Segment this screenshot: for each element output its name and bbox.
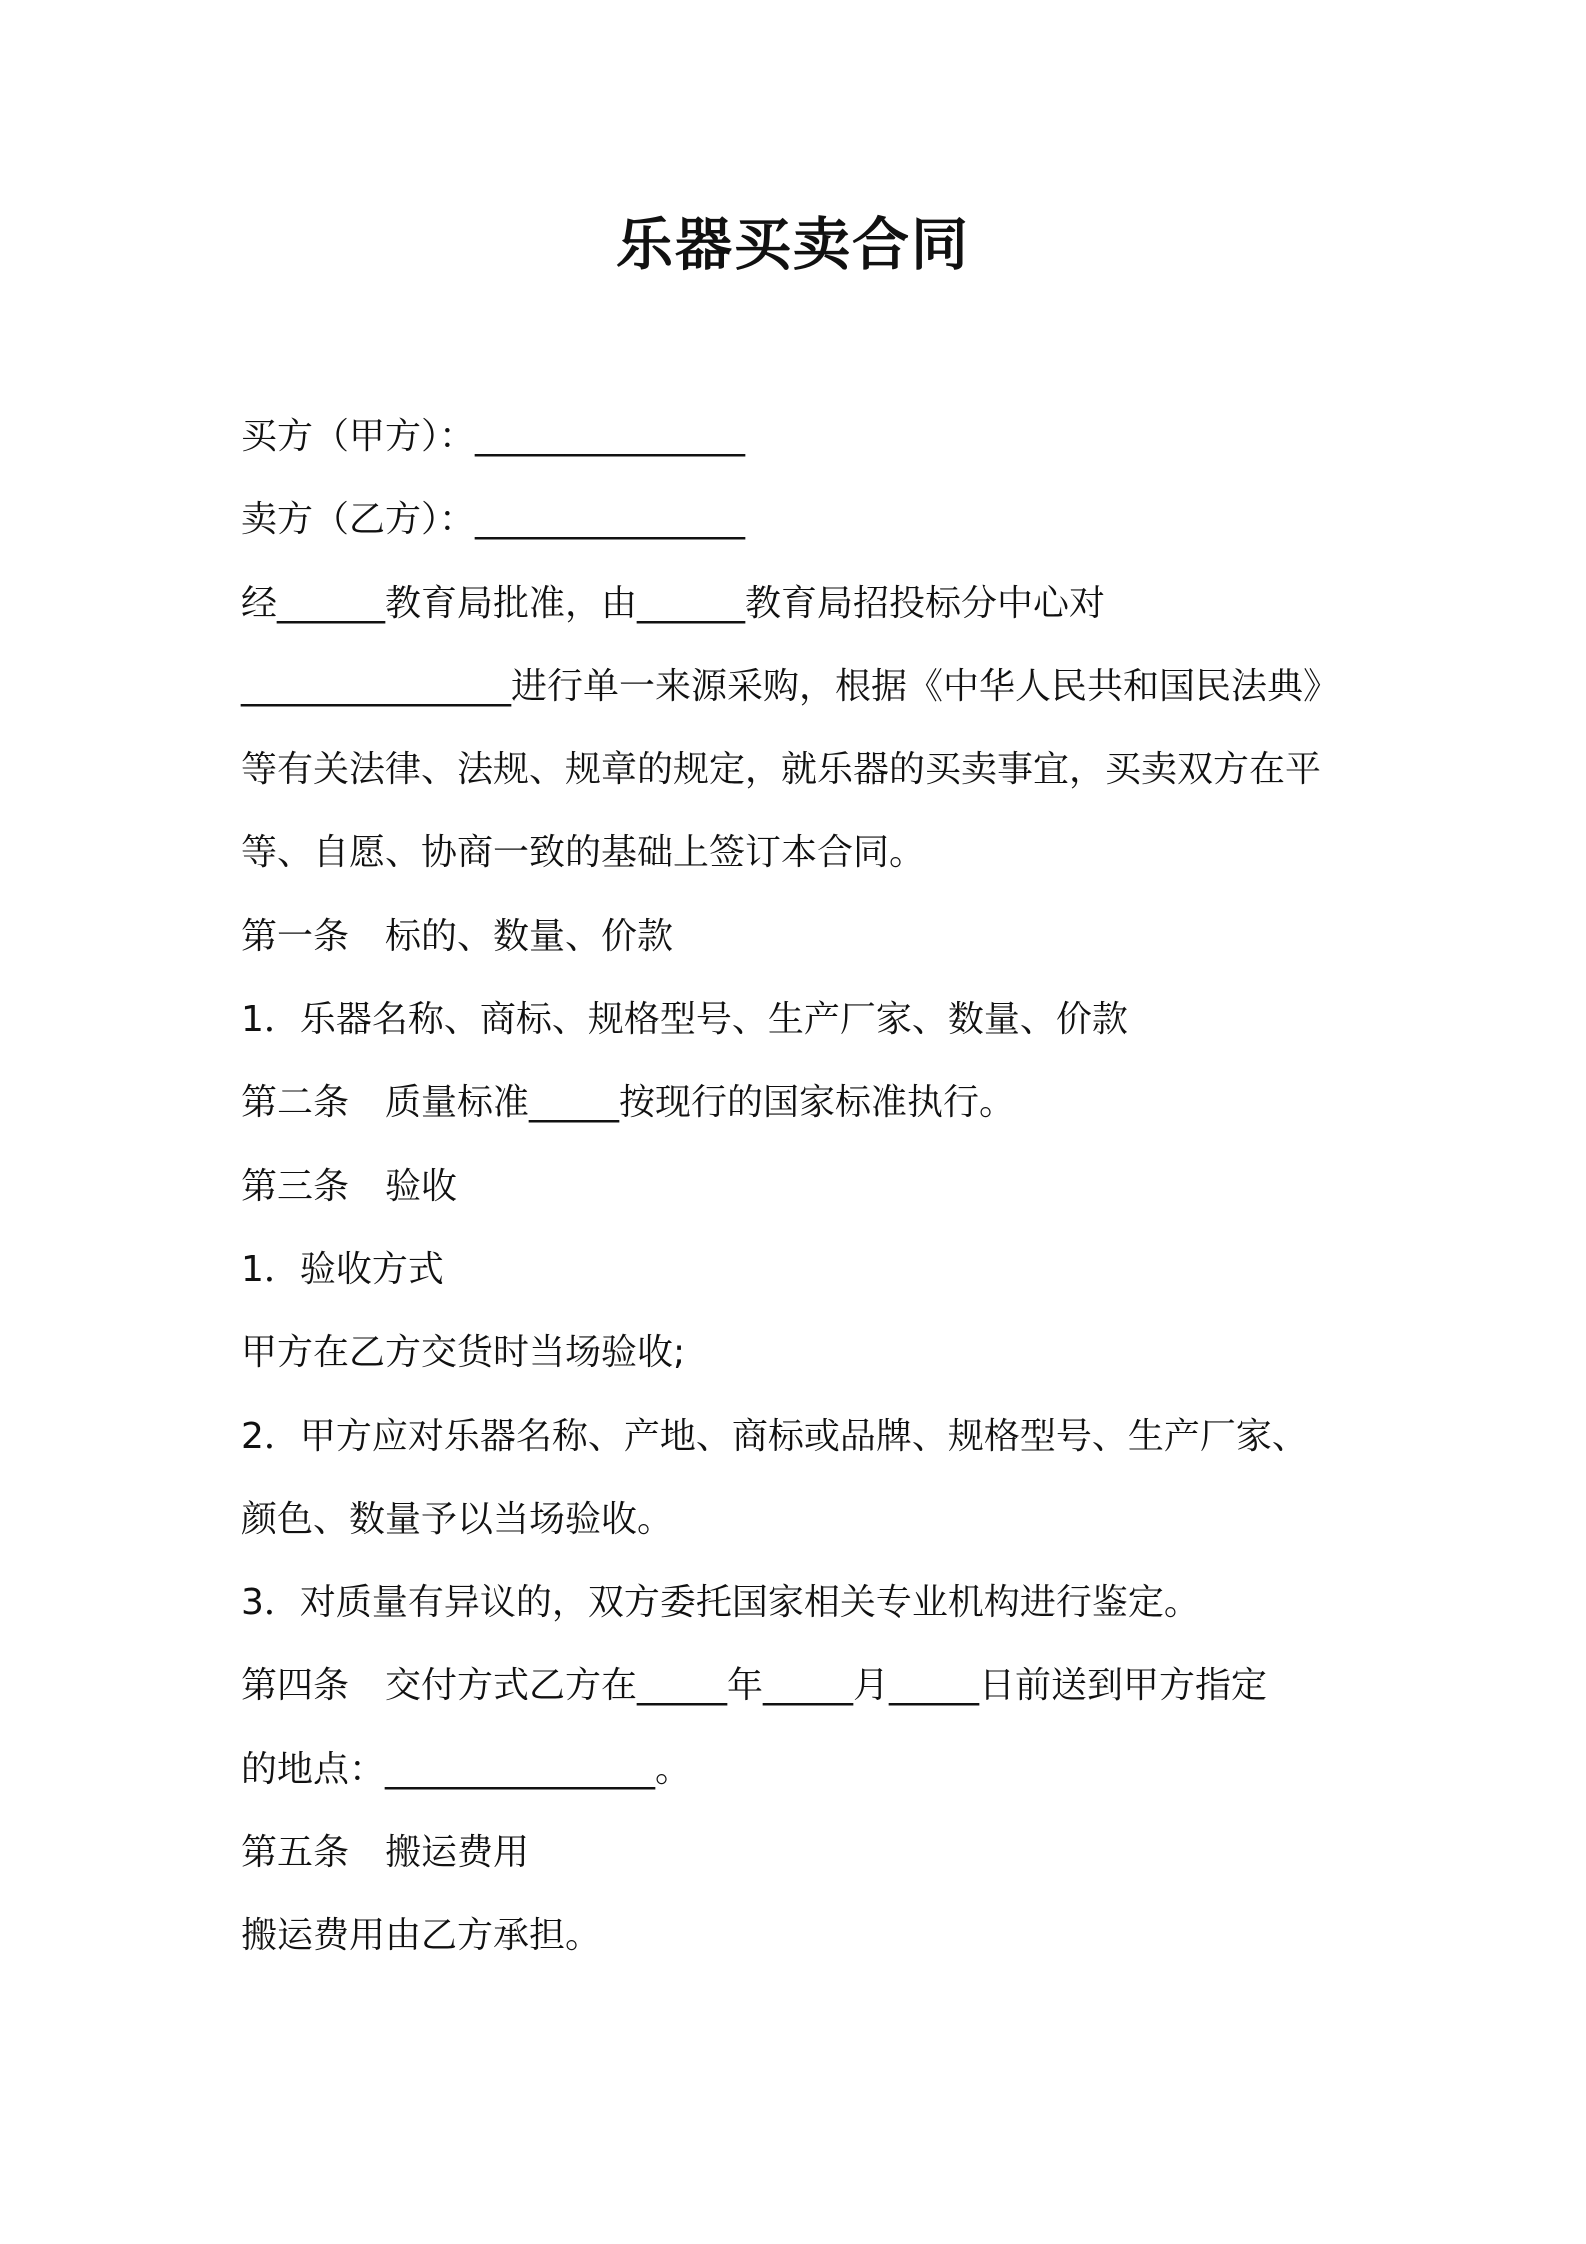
article-3-item-1: 1．验收方式	[241, 1248, 444, 1290]
article-1-item-1: 1．乐器名称、商标、规格型号、生产厂家、数量、价款	[241, 999, 1128, 1041]
article-5-text: 搬运费用由乙方承担。	[241, 1915, 602, 1957]
article-4-line-2: 的地点：_______________。	[241, 1748, 692, 1790]
preamble-line-3: 等有关法律、法规、规章的规定，就乐器的买卖事宜，买卖双方在平	[241, 749, 1322, 791]
document-body	[241, 395, 1361, 1978]
document-title: 乐器买卖合同	[616, 212, 970, 278]
article-2-heading: 第二条 质量标准_____按现行的国家标准执行。	[241, 1082, 1016, 1124]
article-3-item-3: 3．对质量有异议的，双方委托国家相关专业机构进行鉴定。	[241, 1582, 1200, 1624]
preamble-line-1: 经______教育局批准，由______教育局招投标分中心对	[241, 582, 1106, 624]
preamble-line-2: _______________进行单一来源采购，根据《中华人民共和国民法典》	[241, 665, 1340, 707]
article-1-heading: 第一条 标的、数量、价款	[241, 915, 674, 957]
article-3-heading: 第三条 验收	[241, 1165, 458, 1207]
buyer-line: 买方（甲方）：_______________	[241, 416, 746, 457]
preamble-line-4: 等、自愿、协商一致的基础上签订本合同。	[241, 832, 926, 874]
seller-line: 卖方（乙方）：_______________	[241, 499, 746, 541]
article-5-heading: 第五条 搬运费用	[241, 1832, 530, 1874]
article-4-line-1: 第四条 交付方式乙方在_____年_____月_____日前送到甲方指定	[241, 1665, 1268, 1707]
article-3-item-1-text: 甲方在乙方交货时当场验收;	[241, 1332, 686, 1374]
article-3-item-2-line-2: 颜色、数量予以当场验收。	[241, 1498, 674, 1540]
article-3-item-2-line-1: 2．甲方应对乐器名称、产地、商标或品牌、规格型号、生产厂家、	[241, 1415, 1308, 1457]
